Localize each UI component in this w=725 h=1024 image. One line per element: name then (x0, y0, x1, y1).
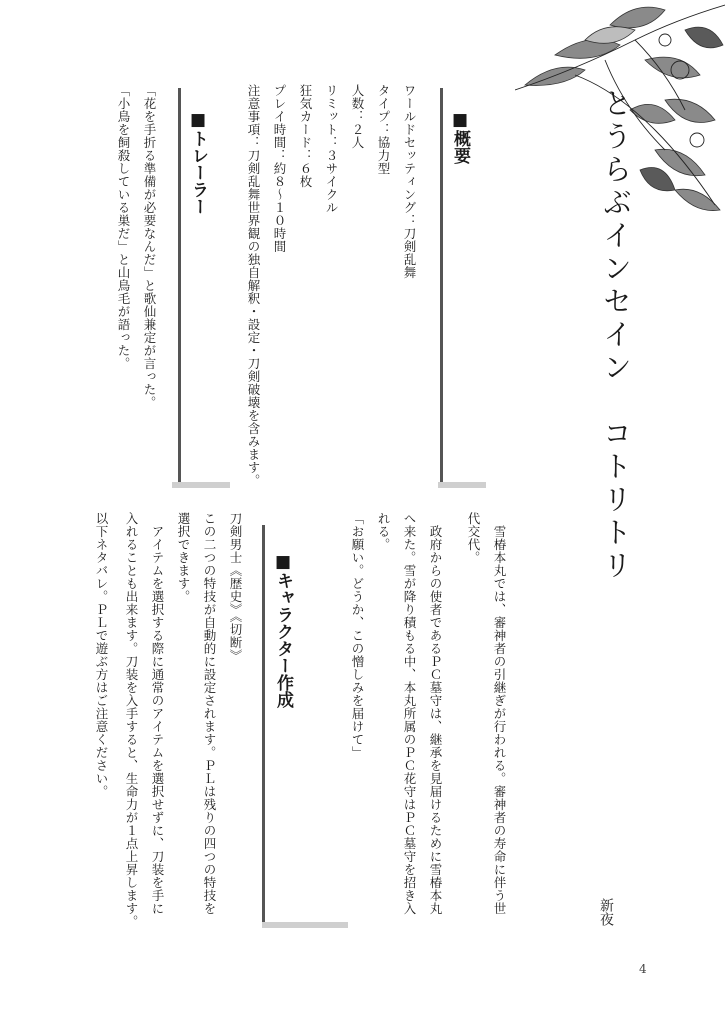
trailer-line-sanchomo: 「小鳥を飼殺している巣だ」と山鳥毛が語った。 (116, 84, 131, 370)
overview-line-players: 人数：２人 (350, 84, 365, 149)
trailer-heading-rule (178, 88, 181, 488)
story-line-4: へ来た。雪が降り積もる中、本丸所属のＰＣ花守はＰＣ墓守を招き入 (402, 512, 417, 915)
character-line-2: この二つの特技が自動的に設定されます。ＰＬは残りの四つの特技を (202, 512, 217, 915)
overview-line-limit: リミット：３サイクル (324, 84, 339, 214)
story-line-5: れる。 (376, 512, 391, 551)
overview-line-world: ワールドセッティング：刀剣乱舞 (402, 84, 417, 279)
character-line-6: 以下ネタバレ。ＰＬで遊ぶ方はご注意ください。 (94, 512, 109, 798)
character-line-1: 刀剣男士《歴史》《切断》 (228, 512, 243, 662)
character-line-3: 選択できます。 (176, 512, 191, 603)
page-number: 4 (639, 962, 647, 976)
trailer-heading: ■トレーラー (188, 110, 208, 215)
author-name: 新夜 (598, 898, 614, 926)
overview-line-type: タイプ：協力型 (376, 84, 391, 175)
overview-heading-rule (440, 88, 443, 488)
overview-heading-underline (438, 482, 486, 488)
story-line-quote: 「お願い。どうか、この憎しみを届けて」 (350, 512, 365, 759)
overview-line-playtime: プレイ時間：約８～１０時間 (272, 84, 287, 253)
overview-line-notes: 注意事項：刀剣乱舞世界観の独自解釈・設定・刀剣破壊を含みます。 (246, 84, 261, 487)
page-title: とうらぶインセイン コトリトリ (599, 88, 633, 583)
story-line-1: 雪椿本丸では、審神者の引継ぎが行われる。審神者の寿命に伴う世 (492, 512, 507, 915)
story-line-2: 代交代。 (466, 512, 481, 564)
overview-line-madness: 狂気カード：６枚 (298, 84, 313, 188)
character-line-5: 入れることも出来ます。刀装を入手すると、生命力が１点上昇します。 (124, 512, 139, 928)
character-heading-rule (262, 525, 265, 928)
overview-heading: ■概要 (450, 110, 470, 164)
trailer-line-kasen: 「花を手折る準備が必要なんだ」と歌仙兼定が言った。 (142, 84, 157, 409)
story-line-3: 政府からの使者であるＰＣ墓守は、継承を見届けるために雪椿本丸 (428, 512, 443, 915)
character-heading-underline (262, 922, 348, 928)
character-line-4: アイテムを選択する際に通常のアイテムを選択せずに、刀装を手に (150, 512, 165, 915)
character-heading: ■キャラクター作成 (273, 552, 293, 708)
trailer-heading-underline (172, 482, 230, 488)
